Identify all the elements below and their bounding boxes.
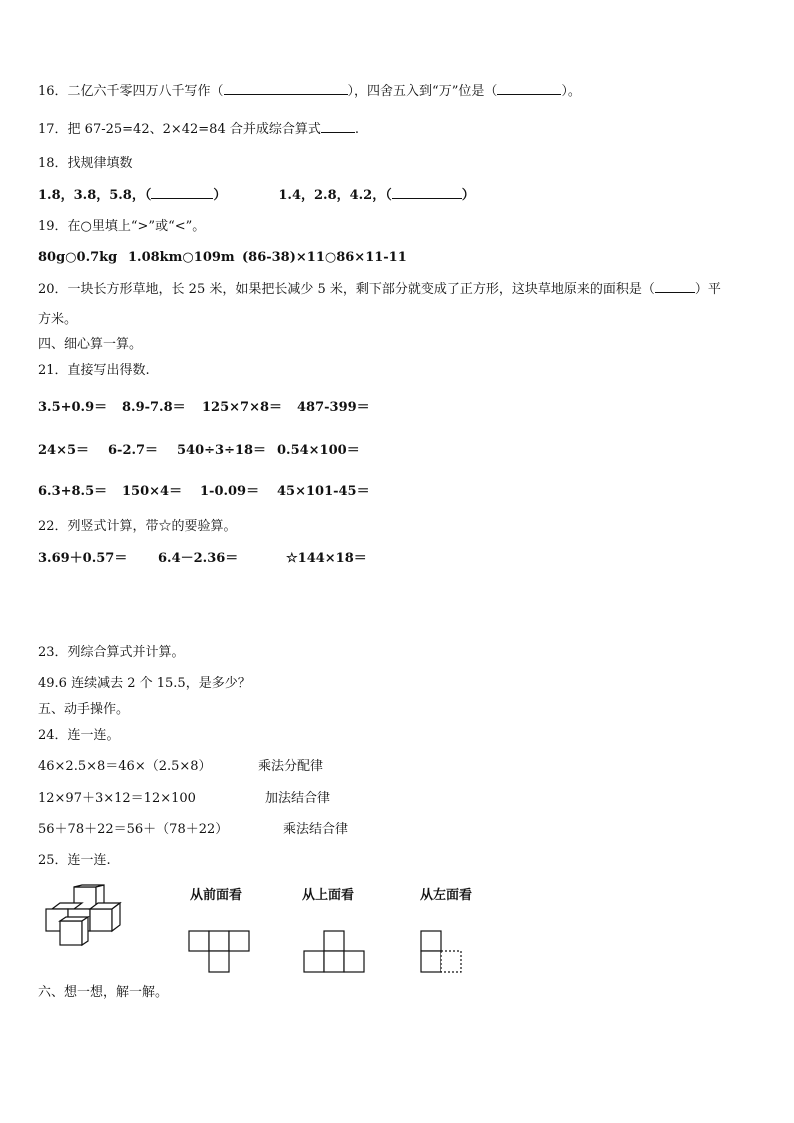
question-25-title: 25．连一连. <box>38 853 111 868</box>
left-view-shape[interactable] <box>420 930 466 978</box>
q17-text-b: . <box>354 122 359 137</box>
q21-r1-c3[interactable]: 125×7×8＝ <box>202 400 283 415</box>
q16-text-b: ），四舍五入到“万”位是（ <box>347 84 498 99</box>
q16-text-c: ）。 <box>561 84 581 99</box>
question-22-title: 22．列竖式计算，带☆的要验算。 <box>38 519 237 534</box>
question-18-title: 18．找规律填数 <box>38 156 133 171</box>
question-20 <box>38 279 721 300</box>
section-4-heading: 四、细心算一算。 <box>38 337 143 352</box>
q18-sequence-1-end: ） <box>213 188 227 203</box>
q24-left-1[interactable]: 46×2.5×8＝46×（2.5×8） <box>38 759 212 774</box>
question-19-title: 19．在○里填上“>”或“<”。 <box>38 219 206 234</box>
q22-item-3[interactable]: ☆144×18＝ <box>286 551 367 566</box>
q20-text-b: ）平 <box>694 282 721 297</box>
question-16 <box>38 81 581 102</box>
q18-answer-blank-1[interactable] <box>151 185 213 199</box>
q21-r2-c4[interactable]: 0.54×100＝ <box>277 443 360 458</box>
q19-item-1[interactable]: 80g○0.7kg <box>38 250 118 265</box>
q18-sequence-2-end: ） <box>461 188 475 203</box>
q21-r2-c1[interactable]: 24×5＝ <box>38 443 90 458</box>
q16-text-a: 16．二亿六千零四万八千写作（ <box>38 84 224 99</box>
cube-stack-figure <box>44 885 130 955</box>
q21-r1-c1[interactable]: 3.5+0.9＝ <box>38 400 108 415</box>
q21-r1-c4[interactable]: 487-399＝ <box>297 400 370 415</box>
question-23-text: 49.6 连续减去 2 个 15.5，是多少？ <box>38 676 251 691</box>
question-17 <box>38 119 359 140</box>
q25-view-top-label[interactable]: 从上面看 <box>302 888 355 903</box>
q25-view-left-label[interactable]: 从左面看 <box>420 888 473 903</box>
q24-right-1[interactable]: 乘法分配律 <box>258 759 324 774</box>
question-24-title: 24．连一连。 <box>38 728 120 743</box>
q22-item-1[interactable]: 3.69＋0.57＝ <box>38 551 128 566</box>
q16-answer-blank-1[interactable] <box>224 81 348 95</box>
top-view-shape[interactable] <box>303 930 367 978</box>
q22-item-2[interactable]: 6.4－2.36＝ <box>158 551 239 566</box>
section-6-heading: 六、想一想，解一解。 <box>38 985 169 1000</box>
q20-answer-blank[interactable] <box>655 279 695 293</box>
question-18-sequences <box>38 185 475 206</box>
question-20-cont: 方米。 <box>38 312 78 327</box>
q21-r1-c2[interactable]: 8.9-7.8＝ <box>122 400 186 415</box>
question-21-title: 21．直接写出得数. <box>38 363 150 378</box>
q18-sequence-1: 1.8，3.8，5.8，（ <box>38 188 152 203</box>
q24-left-3[interactable]: 56＋78＋22＝56＋（78＋22） <box>38 822 229 837</box>
q21-r3-c3[interactable]: 1-0.09＝ <box>200 484 260 499</box>
q18-answer-blank-2[interactable] <box>392 185 462 199</box>
section-5-heading: 五、动手操作。 <box>38 702 130 717</box>
q21-r2-c3[interactable]: 540÷3÷18＝ <box>177 443 267 458</box>
q19-item-3[interactable]: (86-38)×11○86×11-11 <box>242 250 407 265</box>
q25-view-front-label[interactable]: 从前面看 <box>190 888 243 903</box>
q16-answer-blank-2[interactable] <box>497 81 561 95</box>
q21-r3-c4[interactable]: 45×101-45＝ <box>277 484 370 499</box>
q18-sequence-2: 1.4，2.8，4.2，（ <box>278 188 392 203</box>
q24-left-2[interactable]: 12×97＋3×12＝12×100 <box>38 791 196 806</box>
q21-r2-c2[interactable]: 6-2.7＝ <box>108 443 159 458</box>
q21-r3-c1[interactable]: 6.3+8.5＝ <box>38 484 108 499</box>
q21-r3-c2[interactable]: 150×4＝ <box>122 484 183 499</box>
q17-answer-blank[interactable] <box>321 119 355 133</box>
q20-text-a: 20．一块长方形草地，长 25 米，如果把长减少 5 米，剩下部分就变成了正方形，这块草地原来的面积是（ <box>38 282 655 297</box>
q24-right-3[interactable]: 乘法结合律 <box>283 822 349 837</box>
q17-text-a: 17．把 67-25=42、2×42=84 合并成综合算式 <box>38 122 321 137</box>
front-view-shape[interactable] <box>188 930 252 978</box>
q19-item-2[interactable]: 1.08km○109m <box>128 250 235 265</box>
question-23-title: 23．列综合算式并计算。 <box>38 645 185 660</box>
q24-right-2[interactable]: 加法结合律 <box>265 791 331 806</box>
